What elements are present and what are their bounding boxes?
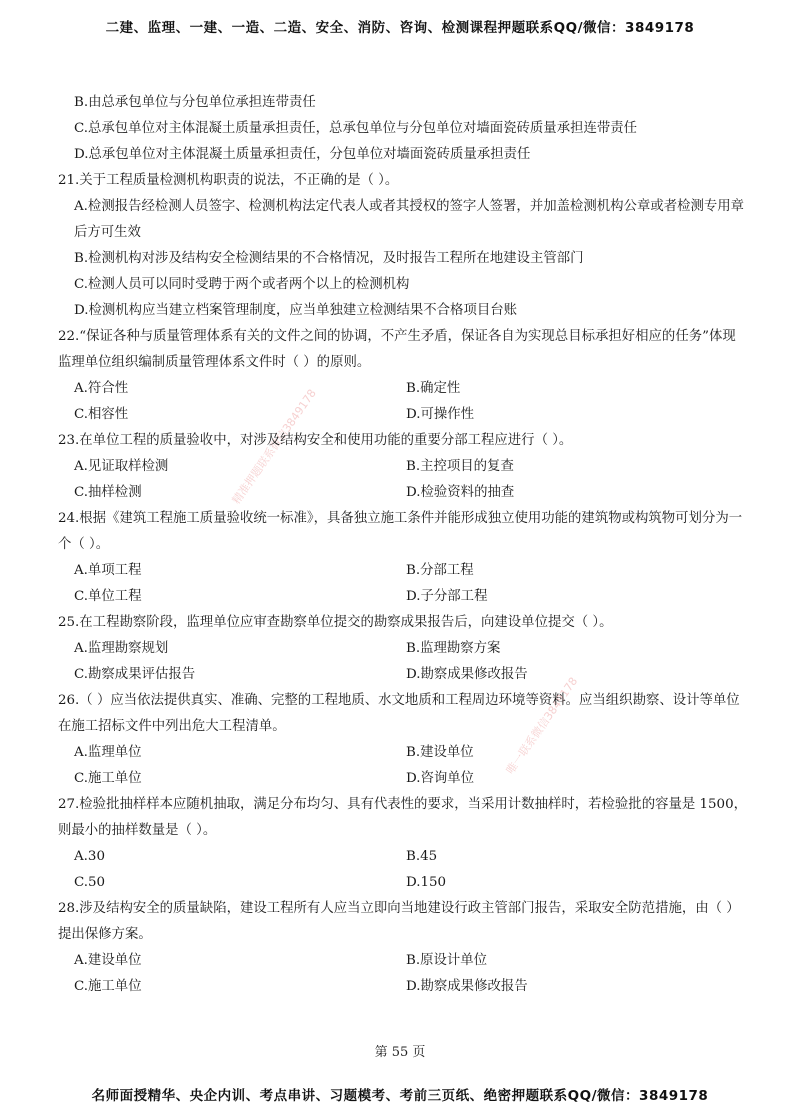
- question-26-option-b: B.建设单位: [406, 745, 474, 760]
- question-21-stem: 21.关于工程质量检测机构职责的说法，不正确的是（ ）。: [58, 173, 399, 188]
- page-header: 二建、监理、一建、一造、二造、安全、消防、咨询、检测课程押题联系QQ/微信：3849178: [105, 20, 695, 36]
- question-24-option-b: B.分部工程: [406, 563, 474, 578]
- watermark: 唯一联系微信3849178: [503, 674, 581, 777]
- question-27-option-c: C.50: [74, 875, 106, 890]
- question-21-option-c: C.检测人员可以同时受聘于两个或者两个以上的检测机构: [74, 277, 410, 292]
- question-27-option-b: B.45: [406, 849, 438, 864]
- question-23-option-d: D.检验资料的抽查: [406, 485, 515, 500]
- question-28-option-d: D.勘察成果修改报告: [406, 979, 528, 994]
- question-26-options-row-1: [58, 740, 748, 766]
- question-24-option-d: D.子分部工程: [406, 589, 488, 604]
- question-28-option-b: B.原设计单位: [406, 953, 488, 968]
- question-27-options-row-2: [58, 870, 748, 896]
- question-26-option-a: A.监理单位: [74, 745, 142, 760]
- question-24-options-row-1: [58, 558, 748, 584]
- question-25-options-row-1: [58, 636, 748, 662]
- question-28-options-row-1: [58, 948, 748, 974]
- question-28-options-row-2: [58, 974, 748, 1000]
- question-22-stem: 22.“保证各种与质量管理体系有关的文件之间的协调，不产生矛盾，保证各自为实现总目标承担好相应的任务”体现监理单位组织编制质量管理体系文件时（ ）的原则。: [58, 329, 736, 370]
- question-28-stem: 28.涉及结构安全的质量缺陷，建设工程所有人应当立即向当地建设行政主管部门报告，采取安全防范措施，由（ ）提出保修方案。: [58, 901, 740, 942]
- question-21-option-b: B.检测机构对涉及结构安全检测结果的不合格情况，及时报告工程所在地建设主管部门: [74, 251, 584, 266]
- question-23-stem: 23.在单位工程的质量验收中，对涉及结构安全和使用功能的重要分部工程应进行（ ）。: [58, 433, 573, 448]
- question-25-options-row-2: [58, 662, 748, 688]
- question-28-option-a: A.建设单位: [74, 953, 142, 968]
- question-24-options-row-2: [58, 584, 748, 610]
- question-27-stem: 27.检验批抽样样本应随机抽取，满足分布均匀、具有代表性的要求，当采用计数抽样时，若检验批的容量是 1500，则最小的抽样数量是（ ）。: [58, 797, 747, 838]
- question-24-option-c: C.单位工程: [74, 589, 142, 604]
- question-22-option-b: B.确定性: [406, 381, 461, 396]
- question-25-option-b: B.监理勘察方案: [406, 641, 501, 656]
- question-22-option-a: A.符合性: [74, 381, 129, 396]
- question-26-stem: 26.（ ）应当依法提供真实、准确、完整的工程地质、水文地质和工程周边环境等资料。应当组织勘察、设计等单位在施工招标文件中列出危大工程清单。: [58, 693, 740, 734]
- option-c-prev: C.总承包单位对主体混凝土质量承担责任，总承包单位与分包单位对墙面瓷砖质量承担连带责任: [74, 121, 638, 136]
- option-d-prev: D.总承包单位对主体混凝土质量承担责任，分包单位对墙面瓷砖质量承担责任: [74, 147, 531, 162]
- question-25-option-c: C.勘察成果评估报告: [74, 667, 196, 682]
- question-content: [58, 90, 748, 1000]
- question-22-options-row-1: [58, 376, 748, 402]
- question-28-option-c: C.施工单位: [74, 979, 142, 994]
- question-23-option-b: B.主控项目的复查: [406, 459, 514, 474]
- question-24-option-a: A.单项工程: [74, 563, 142, 578]
- question-27-options-row-1: [58, 844, 748, 870]
- page-footer: 名师面授精华、央企内训、考点串讲、习题模考、考前三页纸、绝密押题联系QQ/微信：3849178: [91, 1088, 709, 1104]
- question-27-option-d: D.150: [406, 875, 447, 890]
- question-22-option-d: D.可操作性: [406, 407, 475, 422]
- question-21-option-a: A.检测报告经检测人员签字、检测机构法定代表人或者其授权的签字人签署，并加盖检测机构公章或者检测专用章后方可生效: [74, 199, 745, 240]
- question-23-option-c: C.抽样检测: [74, 485, 142, 500]
- question-27-option-a: A.30: [74, 849, 105, 864]
- question-25-stem: 25.在工程勘察阶段，监理单位应审查勘察单位提交的勘察成果报告后，向建设单位提交（ ）。: [58, 615, 613, 630]
- watermark: 精准押题联系微信3849178: [229, 386, 319, 507]
- page-number: 第 55 页: [374, 1045, 426, 1060]
- question-21-option-d: D.检测机构应当建立档案管理制度，应当单独建立检测结果不合格项目台账: [74, 303, 518, 318]
- question-26-option-d: D.咨询单位: [406, 771, 475, 786]
- question-22-options-row-2: [58, 402, 748, 428]
- question-23-options-row-1: [58, 454, 748, 480]
- question-23-options-row-2: [58, 480, 748, 506]
- question-26-options-row-2: [58, 766, 748, 792]
- question-22-option-c: C.相容性: [74, 407, 129, 422]
- option-b-prev: B.由总承包单位与分包单位承担连带责任: [74, 95, 316, 110]
- question-26-option-c: C.施工单位: [74, 771, 142, 786]
- question-25-option-d: D.勘察成果修改报告: [406, 667, 528, 682]
- question-25-option-a: A.监理勘察规划: [74, 641, 169, 656]
- question-24-stem: 24.根据《建筑工程施工质量验收统一标准》，具备独立施工条件并能形成独立使用功能的建筑物或构筑物可划分为一个（ ）。: [58, 511, 743, 552]
- question-23-option-a: A.见证取样检测: [74, 459, 169, 474]
